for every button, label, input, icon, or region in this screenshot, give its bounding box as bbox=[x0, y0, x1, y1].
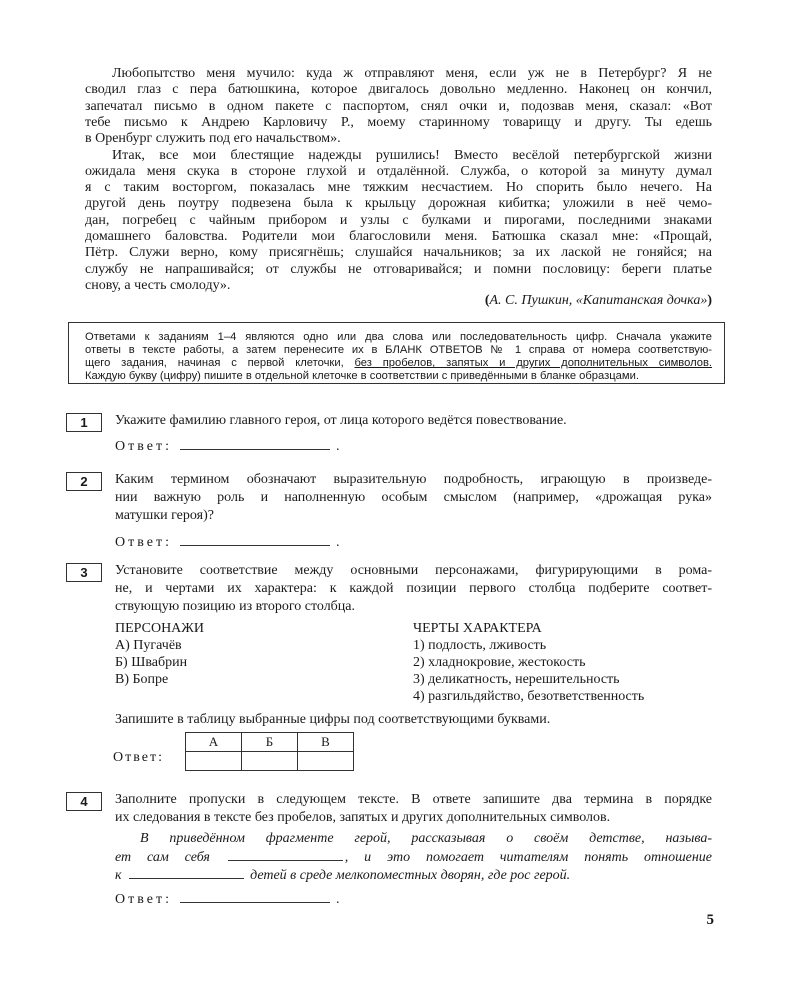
answer-field-2[interactable]: Ответ: . bbox=[115, 535, 343, 550]
text-line: запечатал письмо в одном пакете с паспортом, снял очки и, подозвав меня, сказал: «Вот bbox=[85, 98, 712, 114]
characters-column: ПЕРСОНАЖИ А) Пугачёв Б) Швабрин В) Бопре bbox=[115, 621, 204, 687]
text-line: в Оренбург служить под его начальством». bbox=[85, 131, 341, 147]
answer-cell-a[interactable] bbox=[186, 752, 242, 771]
text-line: Каким термином обозначают выразительную подробность, играющую в произведе- bbox=[115, 472, 712, 487]
traits-column: ЧЕРТЫ ХАРАКТЕРА 1) подлость, лживость 2) хладнокровие, жестокость 3) деликатность, нерешительность 4) разгильдяйство, безответственность bbox=[413, 621, 645, 704]
fragment-line-3: к детей в среде мелкопоместных дворян, где рос герой. bbox=[115, 868, 571, 883]
table-header-a: А bbox=[186, 733, 242, 752]
answer-cell-c[interactable] bbox=[298, 752, 354, 771]
answer-field-4[interactable]: Ответ: . bbox=[115, 892, 343, 907]
text-line: службу не напрашивайся; от службы не отговаривайся; и помни пословицу: береги платье bbox=[85, 261, 712, 277]
text-line: я с таким восторгом, показалась мне тяжким несчастием. Но спорить было нечего. На bbox=[85, 180, 712, 196]
table-header-c: В bbox=[298, 733, 354, 752]
text-line: дан, погребец с чайным прибором и узлы с булками и пирогами, последними знаками bbox=[85, 212, 712, 228]
answer-table bbox=[185, 732, 354, 771]
attribution: (А. С. Пушкин, «Капитанская дочка») bbox=[484, 293, 712, 308]
question-number-4: 4 bbox=[66, 792, 102, 811]
page-number: 5 bbox=[706, 912, 714, 928]
fragment-line-2: ет сам себя , и это помогает читателям понять отношение bbox=[115, 850, 713, 865]
text-line: другой день поутру подвезена была к крыльцу дорожная кибитка; уложили в неё чемо- bbox=[85, 196, 712, 212]
text-line: Укажите фамилию главного героя, от лица которого ведётся повествование. bbox=[115, 413, 567, 428]
text-line: ствующую позицию из второго столбца. bbox=[115, 599, 356, 614]
text-line: сводил глаз с пера батюшкина, которое двигалось довольно медленно. Наконец он кончил, bbox=[85, 82, 712, 98]
text-line: Пётр. Служи верно, кому присягнёшь; слушайся начальников; за их лаской не гоняйся; на bbox=[85, 245, 712, 261]
question-number-2: 2 bbox=[66, 472, 102, 491]
question-number-1: 1 bbox=[66, 413, 102, 432]
fragment-line-1: В приведённом фрагменте герой, рассказывая о своём детстве, называ- bbox=[140, 831, 712, 846]
instructions-box: Ответами к заданиям 1–4 являются одно или два слова или последовательность цифр. Сначала укажите ответы в тексте работы, а затем перенесите их в БЛАНК ОТВЕТОВ № 1 справа от номера соответствую- щего задания, начиная с первой клеточки, без пробелов, запятых и других дополнительных символов. Каждую букву (цифру) пишите в отдельной клеточке в соответствии с приведёнными в бланке образцами. bbox=[68, 322, 725, 384]
question-number-3: 3 bbox=[66, 563, 102, 582]
text-line: снову, а честь смолоду». bbox=[85, 277, 231, 293]
answer-cell-b[interactable] bbox=[242, 752, 298, 771]
text-line: домашнего баловства. Родители мои благословили меня. Батюшка сказал мне: «Прощай, bbox=[85, 229, 712, 244]
text-line: тебе письмо к Андрею Карловичу Р., моему старинному товарищу и другу. Ты едешь bbox=[85, 114, 712, 130]
text-line: их следования в тексте без пробелов, запятых и других дополнительных символов. bbox=[115, 810, 611, 825]
table-prompt: Запишите в таблицу выбранные цифры под соответствующими буквами. bbox=[115, 712, 551, 727]
answer-field-1[interactable]: Ответ: . bbox=[115, 439, 343, 454]
text-line: нии важную роль и наполненную особым смыслом (например, «дрожащая рука» bbox=[115, 490, 712, 505]
answer-label-3: Ответ: bbox=[113, 750, 164, 765]
text-line: Любопытство меня мучило: куда ж отправляют меня, если уж не в Петербург? Я не bbox=[112, 66, 712, 81]
text-line: ожидала меня скука в стороне глухой и отдалённой. Служба, о которой за минуту думал bbox=[85, 163, 712, 179]
text-line: Заполните пропуски в следующем тексте. В ответе запишите два термина в порядке bbox=[115, 792, 712, 807]
text-line: не, и чертами их характера: к каждой позиции первого столбца подберите соответ- bbox=[115, 581, 712, 596]
table-header-b: Б bbox=[242, 733, 298, 752]
text-line: Установите соответствие между основными персонажами, фигурирующими в рома- bbox=[115, 563, 712, 578]
text-line: Итак, все мои блестящие надежды рушились! Вместо весёлой петербургской жизни bbox=[112, 147, 712, 163]
text-line: матушки героя)? bbox=[115, 508, 214, 523]
